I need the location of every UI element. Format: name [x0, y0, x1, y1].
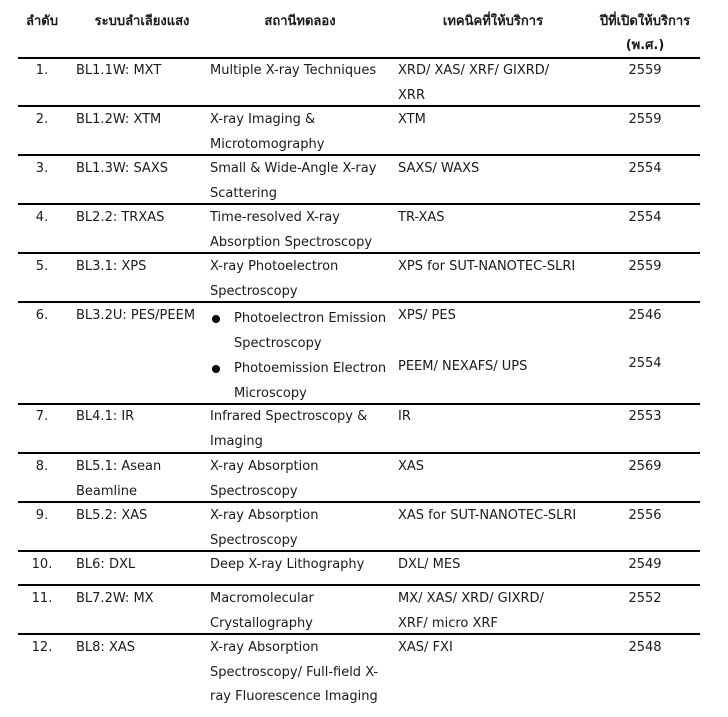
table-row-10-station: Deep X-ray Lithography — [210, 557, 365, 572]
table-row-2-beamline: BL1.2W: XTM — [76, 112, 162, 127]
table-row-4-beamline: BL2.2: TRXAS — [76, 210, 165, 225]
header-order: ลำดับ — [26, 14, 58, 29]
table-row-9-year: 2556 — [628, 508, 662, 523]
header-year-line2: (พ.ศ.) — [625, 38, 665, 53]
table-row-5-year: 2559 — [628, 259, 662, 274]
table-row-6-technique-1: XPS/ PES — [398, 308, 456, 323]
table-row-7-year: 2553 — [628, 409, 662, 424]
row-divider — [18, 584, 700, 586]
table-row-2-station: X-ray Imaging & Microtomography — [210, 112, 325, 152]
table-row-2-no: 2. — [35, 112, 49, 127]
table-row-3-station: Small & Wide-Angle X-ray Scattering — [210, 161, 377, 201]
table-row-4-technique: TR-XAS — [398, 210, 445, 225]
table-row-6-year-2: 2554 — [628, 356, 662, 371]
table-row-11-year: 2552 — [628, 591, 662, 606]
table-row-5-station: X-ray Photoelectron Spectroscopy — [210, 259, 339, 299]
table-row-1-technique: XRD/ XAS/ XRF/ GIXRD/ XRR — [398, 63, 550, 103]
table-row-7-beamline: BL4.1: IR — [76, 409, 135, 424]
bullet-icon — [212, 365, 220, 373]
table-row-8-year: 2569 — [628, 459, 662, 474]
table-row-12-station: X-ray Absorption Spectroscopy/ Full-field X- ray Fluorescence Imaging — [210, 640, 379, 704]
row-divider — [18, 105, 700, 107]
table-row-9-beamline: BL5.2: XAS — [76, 508, 148, 523]
table-row-10-beamline: BL6: DXL — [76, 557, 136, 572]
table-row-6-station-bullet-2-text: Photoemission Electron Microscopy — [234, 361, 387, 401]
table-row-3-year: 2554 — [628, 161, 662, 176]
bullet-icon — [212, 315, 220, 323]
table-row-8-station: X-ray Absorption Spectroscopy — [210, 459, 319, 499]
table-row-9-station: X-ray Absorption Spectroscopy — [210, 508, 319, 548]
table-row-3-no: 3. — [35, 161, 49, 176]
table-row-10-year: 2549 — [628, 557, 662, 572]
table-row-8-beamline: BL5.1: Asean Beamline — [76, 459, 162, 499]
table-row-7-technique: IR — [398, 409, 411, 424]
table-row-1-year: 2559 — [628, 63, 662, 78]
table-row-6-technique-2: PEEM/ NEXAFS/ UPS — [398, 359, 528, 374]
table-row-5-no: 5. — [35, 259, 49, 274]
table-row-10-no: 10. — [31, 557, 53, 572]
header-technique: เทคนิคที่ให้บริการ — [442, 14, 544, 29]
table-row-4-station: Time-resolved X-ray Absorption Spectroscopy — [210, 210, 373, 250]
header-year — [590, 10, 700, 58]
header-year-line1: ปีที่เปิดให้บริการ — [599, 14, 691, 29]
table-row-2-year: 2559 — [628, 112, 662, 127]
table-row-6-beamline: BL3.2U: PES/PEEM — [76, 308, 196, 323]
header-beamline: ระบบลำเลียงแสง — [94, 14, 190, 29]
table-row-11-no: 11. — [31, 591, 53, 606]
table-row-8-no: 8. — [35, 459, 49, 474]
table-row-11-station: Macromolecular Crystallography — [210, 591, 314, 631]
table-row-6-station-bullet-1 — [210, 307, 392, 356]
table-row-6-station-bullet-1-text: Photoelectron Emission Spectroscopy — [234, 311, 387, 351]
table-row-12-beamline: BL8: XAS — [76, 640, 135, 655]
table-row-4-year: 2554 — [628, 210, 662, 225]
table-row-12-technique: XAS/ FXI — [398, 640, 453, 655]
table-row-5-beamline: BL3.1: XPS — [76, 259, 147, 274]
table-row-9-technique: XAS for SUT-NANOTEC-SLRI — [398, 508, 577, 523]
table-row-1-station: Multiple X-ray Techniques — [210, 63, 377, 78]
table-row-6-station-bullet-2 — [210, 357, 392, 406]
table-row-6-year-1: 2546 — [628, 308, 662, 323]
table-row-1-beamline: BL1.1W: MXT — [76, 63, 162, 78]
table-row-9-no: 9. — [35, 508, 49, 523]
table-row-1-no: 1. — [35, 63, 49, 78]
table-row-8-technique: XAS — [398, 459, 425, 474]
table-row-7-no: 7. — [35, 409, 49, 424]
table-row-6-no: 6. — [35, 308, 49, 323]
table-row-12-year: 2548 — [628, 640, 662, 655]
table-row-2-technique: XTM — [398, 112, 426, 127]
table-row-11-technique: MX/ XAS/ XRD/ GIXRD/ XRF/ micro XRF — [398, 591, 544, 631]
table-row-3-technique: SAXS/ WAXS — [398, 161, 480, 176]
table-row-12-no: 12. — [31, 640, 53, 655]
table-row-5-technique: XPS for SUT-NANOTEC-SLRI — [398, 259, 576, 274]
table-row-11-beamline: BL7.2W: MX — [76, 591, 154, 606]
table-row-7-station: Infrared Spectroscopy & Imaging — [210, 409, 368, 449]
table-row-10-technique: DXL/ MES — [398, 557, 461, 572]
table-row-4-no: 4. — [35, 210, 49, 225]
header-station: สถานีทดลอง — [264, 14, 336, 29]
table-row-3-beamline: BL1.3W: SAXS — [76, 161, 168, 176]
